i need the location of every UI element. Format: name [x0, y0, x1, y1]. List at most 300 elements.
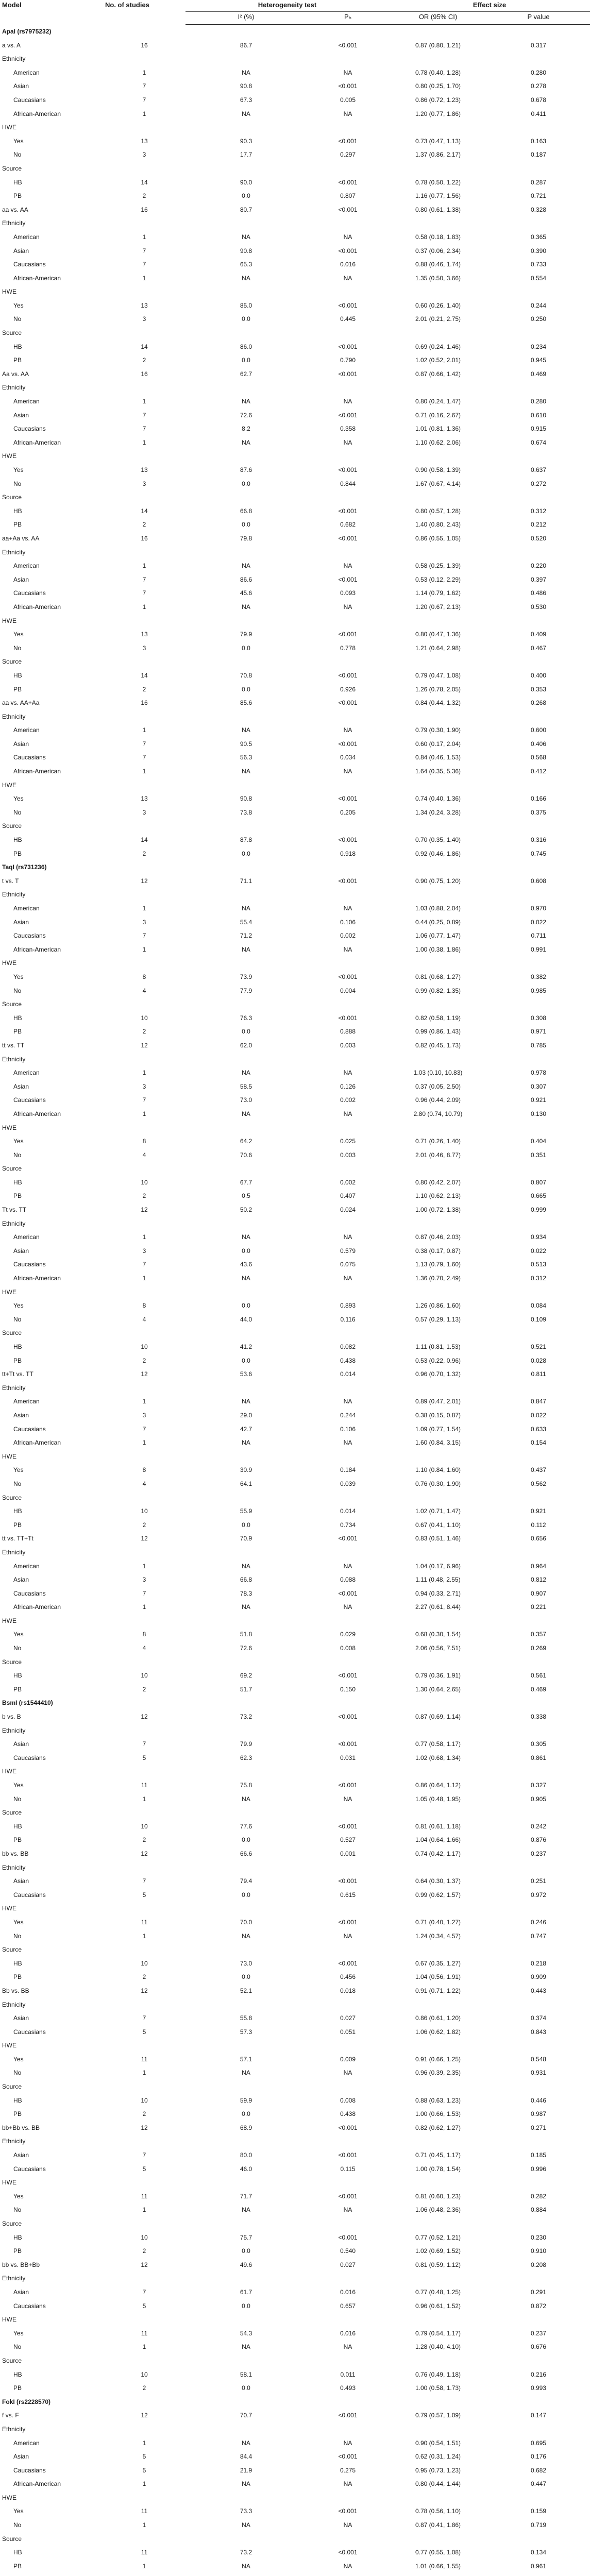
study-count: 4 [142, 1645, 146, 1652]
subgroup-label: African-American [13, 110, 61, 117]
i2-value: 75.8 [240, 1782, 252, 1789]
p-value: 0.915 [531, 425, 547, 433]
i2-value: 67.3 [240, 96, 252, 104]
p-value: 0.134 [531, 2549, 547, 2556]
model-row [0, 203, 590, 217]
p-value: 0.176 [531, 2453, 547, 2461]
study-count: 2 [142, 1685, 146, 1693]
ph-value: <0.001 [338, 973, 358, 980]
ph-value: NA [343, 1110, 352, 1117]
or-value: 0.60 (0.17, 2.04) [415, 740, 461, 748]
or-value: 0.77 (0.55, 1.08) [415, 2549, 461, 2556]
or-value: 0.80 (0.24, 1.47) [415, 398, 461, 405]
or-value: 1.02 (0.71, 1.47) [415, 1507, 461, 1515]
or-value: 1.01 (0.81, 1.36) [415, 425, 461, 433]
or-value: 1.09 (0.77, 1.54) [415, 1425, 461, 1433]
subgroup-row [0, 1272, 590, 1285]
ph-value: NA [343, 1932, 352, 1940]
subgroup-heading-row [0, 216, 590, 230]
i2-value: NA [242, 726, 250, 734]
ph-value: 0.093 [340, 589, 356, 597]
i2-value: 0.0 [242, 685, 250, 693]
i2-column-header: I² (%) [186, 12, 307, 25]
or-value: 1.35 (0.50, 3.66) [415, 274, 461, 282]
subgroup-label: American [13, 1562, 40, 1570]
ph-value: NA [343, 726, 352, 734]
p-value: 0.695 [531, 2439, 547, 2447]
or-value: 0.60 (0.26, 1.40) [415, 301, 461, 309]
subgroup-heading-row [0, 1806, 590, 1820]
study-count: 8 [142, 1302, 146, 1310]
i2-value: 67.7 [240, 1178, 252, 1186]
subgroup-row [0, 559, 590, 573]
subgroup-row [0, 1258, 590, 1272]
study-count: 16 [141, 699, 148, 707]
i2-value: NA [242, 2343, 250, 2351]
i2-value: 76.3 [240, 1014, 252, 1022]
subgroup-row [0, 189, 590, 203]
subgroup-label: PB [13, 521, 22, 529]
study-count: 2 [142, 1836, 146, 1844]
table-header [0, 0, 590, 25]
i2-value: 75.7 [240, 2233, 252, 2241]
or-value: 0.96 (0.70, 1.32) [415, 1370, 461, 1378]
subgroup-heading-row [0, 1326, 590, 1340]
study-count: 7 [142, 261, 146, 268]
or-value: 1.30 (0.64, 2.65) [415, 1685, 461, 1693]
subgroup-row [0, 628, 590, 641]
p-value: 0.312 [531, 1275, 547, 1282]
subgroup-title: Ethnicity [2, 713, 26, 720]
or-value: 1.00 (0.58, 1.73) [415, 2384, 461, 2392]
subgroup-title: Source [2, 1809, 22, 1817]
i2-value: 87.8 [240, 836, 252, 844]
ph-value: 0.016 [340, 2288, 356, 2296]
i2-value: 61.7 [240, 2288, 252, 2296]
subgroup-label: Asian [13, 247, 29, 255]
i2-value: 66.6 [240, 1850, 252, 1857]
subgroup-label: Caucasians [13, 2302, 46, 2310]
subgroup-label: African-American [13, 2480, 61, 2488]
subgroup-label: Yes [13, 2192, 24, 2200]
ph-value: 0.275 [340, 2466, 356, 2474]
subgroup-heading-row [0, 956, 590, 970]
p-value: 0.991 [531, 945, 547, 953]
i2-value: 90.5 [240, 740, 252, 748]
i2-value: 73.8 [240, 808, 252, 816]
ph-value: <0.001 [338, 1782, 358, 1789]
or-value: 0.74 (0.40, 1.36) [415, 795, 461, 803]
ph-value: <0.001 [338, 1535, 358, 1543]
ph-value: NA [343, 1275, 352, 1282]
i2-value: 0.0 [242, 2302, 250, 2310]
i2-value: 86.7 [240, 41, 252, 49]
ph-value: 0.244 [340, 1411, 356, 1419]
ph-value: 0.358 [340, 425, 356, 433]
subgroup-label: HB [13, 178, 22, 186]
study-count: 11 [141, 2055, 148, 2063]
subgroup-row [0, 2244, 590, 2258]
subgroup-row [0, 1176, 590, 1190]
p-value: 0.353 [531, 685, 547, 693]
or-value: 1.40 (0.80, 2.43) [415, 521, 461, 529]
subgroup-title: HWE [2, 452, 16, 460]
subgroup-label: No [13, 2069, 22, 2077]
study-count: 3 [142, 1247, 146, 1255]
p-value: 0.678 [531, 96, 547, 104]
or-value: 1.03 (0.88, 2.04) [415, 905, 461, 912]
ph-value: <0.001 [338, 507, 358, 515]
study-count: 1 [142, 905, 146, 912]
or-value: 0.94 (0.33, 2.71) [415, 1589, 461, 1597]
effect-size-group-header: Effect size [389, 0, 590, 12]
i2-value: 70.6 [240, 1151, 252, 1159]
p-value: 0.733 [531, 261, 547, 268]
or-value: 0.77 (0.52, 1.21) [415, 2233, 461, 2241]
or-value: 0.96 (0.39, 2.35) [415, 2069, 461, 2077]
subgroup-title: HWE [2, 1124, 16, 1131]
p-value: 0.212 [531, 521, 547, 529]
study-count: 7 [142, 425, 146, 433]
ph-value: 0.002 [340, 1178, 356, 1186]
subgroup-title: Ethnicity [2, 548, 26, 556]
subgroup-label: African-American [13, 1603, 61, 1611]
ph-value: 0.778 [340, 644, 356, 652]
i2-value: NA [242, 1439, 250, 1447]
subgroup-row [0, 1820, 590, 1834]
ph-value: 0.002 [340, 932, 356, 940]
p-value: 0.921 [531, 1507, 547, 1515]
subgroup-row [0, 1778, 590, 1792]
i2-value: 77.6 [240, 1822, 252, 1830]
subgroup-row [0, 2546, 590, 2560]
i2-value: 41.2 [240, 1343, 252, 1350]
subgroup-label: No [13, 987, 22, 994]
or-value: 0.73 (0.47, 1.13) [415, 137, 461, 145]
subgroup-row [0, 107, 590, 121]
subgroup-heading-row [0, 381, 590, 395]
i2-value: NA [242, 1603, 250, 1611]
p-value: 0.230 [531, 2233, 547, 2241]
ph-value: 0.009 [340, 2055, 356, 2063]
p-value: 0.208 [531, 2261, 547, 2268]
ph-value: <0.001 [338, 466, 358, 473]
i2-value: NA [242, 233, 250, 241]
i2-value: 71.2 [240, 932, 252, 940]
study-count: 10 [141, 1507, 148, 1515]
model-row [0, 2121, 590, 2135]
model-row [0, 2258, 590, 2272]
subgroup-label: African-American [13, 438, 61, 446]
subgroup-title: HWE [2, 2316, 16, 2324]
subgroup-row [0, 299, 590, 313]
subgroup-row [0, 2011, 590, 2025]
i2-value: 87.6 [240, 466, 252, 473]
subgroup-label: PB [13, 1028, 22, 1036]
subgroup-title: Ethnicity [2, 891, 26, 899]
subgroup-label: Yes [13, 2329, 24, 2337]
study-count: 7 [142, 2151, 146, 2159]
ph-value: <0.001 [338, 2124, 358, 2131]
ph-value: 0.008 [340, 2096, 356, 2104]
p-value: 0.278 [531, 82, 547, 90]
ph-value: NA [343, 768, 352, 775]
subgroup-label: PB [13, 192, 22, 200]
p-value: 0.964 [531, 1562, 547, 1570]
i2-value: 17.7 [240, 151, 252, 159]
ph-value: 0.027 [340, 2014, 356, 2022]
ph-value: 0.004 [340, 987, 356, 994]
model-row [0, 1532, 590, 1546]
subgroup-row [0, 409, 590, 422]
subgroup-label: Caucasians [13, 2028, 46, 2036]
subgroup-label: No [13, 1315, 22, 1323]
study-count: 13 [141, 631, 148, 638]
or-value: 1.37 (0.86, 2.17) [415, 151, 461, 159]
ph-value: 0.657 [340, 2302, 356, 2310]
i2-value: 90.3 [240, 137, 252, 145]
subgroup-row [0, 751, 590, 765]
p-value: 0.397 [531, 575, 547, 583]
ph-value: 0.682 [340, 521, 356, 529]
subgroup-heading-row [0, 614, 590, 628]
ph-value: 0.025 [340, 1138, 356, 1145]
or-value: 0.76 (0.30, 1.90) [415, 1480, 461, 1487]
study-count: 1 [142, 69, 146, 76]
subgroup-row [0, 1093, 590, 1107]
ph-value: NA [343, 1398, 352, 1405]
subgroup-row [0, 970, 590, 984]
or-value: 1.60 (0.84, 3.15) [415, 1439, 461, 1447]
ph-value: <0.001 [338, 795, 358, 803]
subgroup-row [0, 1737, 590, 1751]
study-count: 1 [142, 726, 146, 734]
or-value: 1.20 (0.77, 1.86) [415, 110, 461, 117]
subgroup-title: Source [2, 1165, 22, 1173]
p-value: 0.244 [531, 301, 547, 309]
subgroup-heading-row [0, 710, 590, 724]
ph-value [307, 2573, 389, 2576]
or-value: 1.00 (0.72, 1.38) [415, 1206, 461, 1214]
model-name: bb vs. BB [2, 1850, 29, 1857]
subgroup-row [0, 2436, 590, 2450]
ph-value: 0.527 [340, 1836, 356, 1844]
or-value: 0.86 (0.61, 1.20) [415, 2014, 461, 2022]
or-value: 0.62 (0.31, 1.24) [415, 2453, 461, 2461]
i2-value: 29.0 [240, 1411, 252, 1419]
subgroup-label: African-American [13, 1439, 61, 1447]
subgroup-label: HB [13, 1672, 22, 1680]
subgroup-row [0, 1340, 590, 1354]
model-column-header: Model [2, 1, 22, 9]
subgroup-row [0, 244, 590, 258]
p-value: 0.390 [531, 247, 547, 255]
subgroup-label: Asian [13, 2014, 29, 2022]
subgroup-row [0, 847, 590, 861]
study-count: 7 [142, 2288, 146, 2296]
subgroup-label: PB [13, 2247, 22, 2255]
or-value: 1.10 (0.62, 2.13) [415, 1192, 461, 1200]
study-count: 10 [141, 2233, 148, 2241]
model-name: Bb vs. BB [2, 1987, 29, 1994]
study-count: 1 [142, 2562, 146, 2570]
subgroup-row [0, 1395, 590, 1409]
subgroup-label: HB [13, 2233, 22, 2241]
subgroup-row [0, 2162, 590, 2176]
i2-value: NA [242, 438, 250, 446]
p-value: 0.409 [531, 631, 547, 638]
ph-value: 0.001 [340, 1850, 356, 1857]
subgroup-label: PB [13, 1357, 22, 1364]
p-value: 0.719 [531, 2521, 547, 2529]
subgroup-heading-row [0, 2080, 590, 2094]
or-value: 1.06 (0.62, 1.82) [415, 2028, 461, 2036]
ph-value: 0.445 [340, 315, 356, 323]
study-count: 1 [142, 1069, 146, 1077]
model-row [0, 1203, 590, 1217]
study-count: 5 [142, 2302, 146, 2310]
study-count: 1 [142, 2343, 146, 2351]
study-count: 1 [142, 1439, 146, 1447]
or-value: 0.99 (0.62, 1.57) [415, 1891, 461, 1899]
ph-value: <0.001 [338, 2453, 358, 2461]
i2-value: 66.8 [240, 1576, 252, 1584]
subgroup-label: Yes [13, 631, 24, 638]
subgroup-heading-row [0, 1450, 590, 1464]
subgroup-label: Yes [13, 1782, 24, 1789]
i2-value: 86.6 [240, 575, 252, 583]
i2-value: NA [242, 2480, 250, 2488]
subgroup-title: Ethnicity [2, 1726, 26, 1734]
p-value: 0.280 [531, 69, 547, 76]
subgroup-row [0, 258, 590, 272]
study-count: 1 [142, 1110, 146, 1117]
ph-value: NA [343, 69, 352, 76]
or-value: 0.91 (0.71, 1.22) [415, 1987, 461, 1994]
or-value: 1.26 (0.78, 2.05) [415, 685, 461, 693]
subgroup-title: Ethnicity [2, 2138, 26, 2145]
ph-value: 0.024 [340, 1206, 356, 1214]
subgroup-title: Source [2, 1329, 22, 1337]
or-value: 0.44 (0.25, 0.89) [415, 918, 461, 926]
i2-value: NA [242, 2562, 250, 2570]
p-value: 0.907 [531, 1589, 547, 1597]
subgroup-row [0, 737, 590, 751]
p-value: 0.185 [531, 2151, 547, 2159]
subgroup-row [0, 792, 590, 806]
ph-value: NA [343, 603, 352, 611]
p-value: 0.447 [531, 2480, 547, 2488]
i2-value: 70.8 [240, 671, 252, 679]
study-count [103, 2573, 186, 2576]
i2-value: NA [242, 768, 250, 775]
ph-value: 0.893 [340, 1302, 356, 1310]
model-name [0, 2573, 103, 2576]
p-value: 0.847 [531, 1398, 547, 1405]
i2-value: 90.0 [240, 178, 252, 186]
subgroup-row [0, 422, 590, 436]
or-value: 0.82 (0.45, 1.73) [415, 1041, 461, 1049]
subgroup-row [0, 2477, 590, 2491]
or-value: 1.00 (0.78, 1.54) [415, 2165, 461, 2173]
or-value: 0.81 (0.59, 1.12) [415, 2261, 461, 2268]
subgroup-row [0, 1833, 590, 1847]
subgroup-row [0, 395, 590, 409]
ph-value: 0.016 [340, 2329, 356, 2337]
p-value: 0.530 [531, 603, 547, 611]
subgroup-heading-row [0, 2313, 590, 2327]
subgroup-label: Caucasians [13, 1754, 46, 1761]
model-row [0, 1710, 590, 1724]
subgroup-row [0, 1888, 590, 1902]
i2-value: 85.6 [240, 699, 252, 707]
i2-value: 73.0 [240, 1096, 252, 1104]
or-value: 0.53 (0.22, 0.96) [415, 1357, 461, 1364]
ph-value: NA [343, 398, 352, 405]
i2-value: 51.8 [240, 1631, 252, 1638]
subgroup-row [0, 573, 590, 587]
subgroup-label: Asian [13, 1740, 29, 1748]
ph-value: <0.001 [338, 370, 358, 378]
subgroup-title: Source [2, 1494, 22, 1501]
study-count: 1 [142, 233, 146, 241]
subgroup-heading-row [0, 1491, 590, 1505]
subgroup-label: Caucasians [13, 2466, 46, 2474]
subgroup-label: No [13, 2521, 22, 2529]
subgroup-heading-row [0, 449, 590, 463]
study-count: 3 [142, 480, 146, 487]
subgroup-label: Yes [13, 137, 24, 145]
i2-value: 79.8 [240, 534, 252, 542]
p-value: 0.945 [531, 357, 547, 364]
i2-value: 0.0 [242, 480, 250, 487]
or-value: 1.04 (0.56, 1.91) [415, 1973, 461, 1981]
i2-value: 0.0 [242, 192, 250, 200]
subgroup-row [0, 1080, 590, 1094]
ph-value: NA [343, 1603, 352, 1611]
i2-value: 73.0 [240, 1959, 252, 1967]
ph-value: NA [343, 2206, 352, 2214]
p-value: 0.351 [531, 1151, 547, 1159]
ph-value: NA [343, 2521, 352, 2529]
subgroup-row [0, 272, 590, 285]
study-count: 13 [141, 137, 148, 145]
study-count: 1 [142, 2521, 146, 2529]
p-value: 0.812 [531, 1576, 547, 1584]
i2-value: 70.9 [240, 1535, 252, 1543]
p-value: 0.375 [531, 808, 547, 816]
ph-value: <0.001 [338, 343, 358, 350]
i2-value: 71.7 [240, 2192, 252, 2200]
study-count: 2 [142, 1521, 146, 1529]
subgroup-row [0, 2368, 590, 2382]
or-value: 0.87 (0.66, 1.42) [415, 370, 461, 378]
subgroup-row [0, 2066, 590, 2080]
subgroup-title: HWE [2, 2179, 16, 2187]
or-value: 0.77 (0.58, 1.17) [415, 1740, 461, 1748]
subgroup-row [0, 176, 590, 190]
or-value: 1.02 (0.52, 2.01) [415, 357, 461, 364]
subgroup-label: HB [13, 836, 22, 844]
i2-value: 49.6 [240, 2261, 252, 2268]
subgroup-row [0, 1560, 590, 1573]
i2-value: 43.6 [240, 1261, 252, 1268]
subgroup-label: Asian [13, 1576, 29, 1584]
subgroup-row [0, 1683, 590, 1697]
p-value: 0.682 [531, 2466, 547, 2474]
subgroup-label: HB [13, 2096, 22, 2104]
ph-value: 0.438 [340, 2110, 356, 2118]
